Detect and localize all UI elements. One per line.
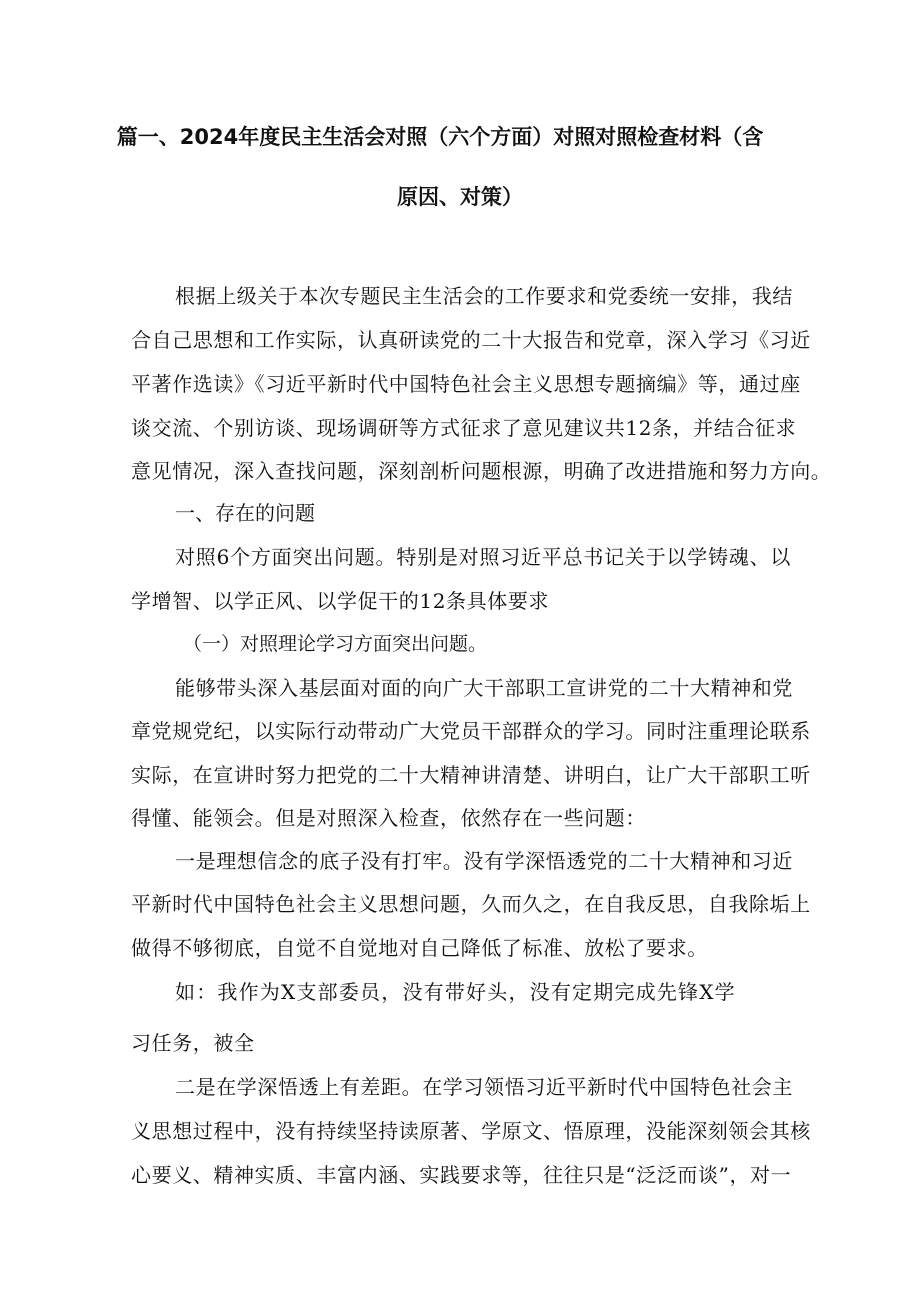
subsection-heading: （一）对照理论学习方面突出问题。 <box>183 633 488 655</box>
paragraph-line: 能够带头深入基层面对面的向广大干部职工宣讲党的二十大精神和党 <box>175 676 793 700</box>
paragraph-line: 实际，在宣讲时努力把党的二十大精神讲清楚、讲明白，让广大干部职工听 <box>131 763 811 787</box>
section-intro-line: 对照6个方面突出问题。特别是对照习近平总书记关于以学铸魂、以 <box>175 545 791 569</box>
paragraph-line: 一是理想信念的底子没有打牢。没有学深悟透党的二十大精神和习近 <box>175 849 793 873</box>
paragraph-line: 二是在学深悟透上有差距。在学习领悟习近平新时代中国特色社会主 <box>175 1075 793 1099</box>
paragraph-line: 章党规党纪，以实际行动带动广大党员干部群众的学习。同时注重理论联系 <box>131 719 811 743</box>
document-title-line-1: 篇一、2024年度民主生活会对照（六个方面）对照对照检查材料（含 <box>116 125 764 149</box>
intro-line: 平著作选读》《习近平新时代中国特色社会主义思想专题摘编》等，通过座 <box>131 372 801 396</box>
paragraph-line: 平新时代中国特色社会主义思想问题，久而久之，在自我反思，自我除垢上 <box>131 892 811 916</box>
paragraph-line: 习任务，被全 <box>131 1031 255 1055</box>
intro-line: 意见情况，深入查找问题，深刻剖析问题根源，明确了改进措施和努力方向。 <box>131 459 832 483</box>
intro-line: 谈交流、个别访谈、现场调研等方式征求了意见建议共12条，并结合征求 <box>131 416 797 440</box>
paragraph-line: 得懂、能领会。但是对照深入检查，依然存在一些问题： <box>131 806 646 830</box>
intro-line: 根据上级关于本次专题民主生活会的工作要求和党委统一安排，我结 <box>175 284 793 308</box>
paragraph-line: 如：我作为X支部委员，没有带好头，没有定期完成先锋X学 <box>175 980 736 1004</box>
paragraph-line: 义思想过程中，没有持续坚持读原著、学原文、悟原理，没能深刻领会其核 <box>131 1119 811 1143</box>
paragraph-line: 心要义、精神实质、丰富内涵、实践要求等，往往只是“泛泛而谈”，对一 <box>131 1163 792 1187</box>
intro-line: 合自己思想和工作实际，认真研读党的二十大报告和党章，深入学习《习近 <box>131 328 811 352</box>
section-intro-line: 学增智、以学正风、以学促干的12条具体要求 <box>131 589 550 613</box>
paragraph-line: 做得不够彻底，自觉不自觉地对自己降低了标准、放松了要求。 <box>131 936 708 960</box>
document-title-line-2: 原因、对策） <box>397 185 523 209</box>
section-heading: 一、存在的问题 <box>175 501 315 525</box>
